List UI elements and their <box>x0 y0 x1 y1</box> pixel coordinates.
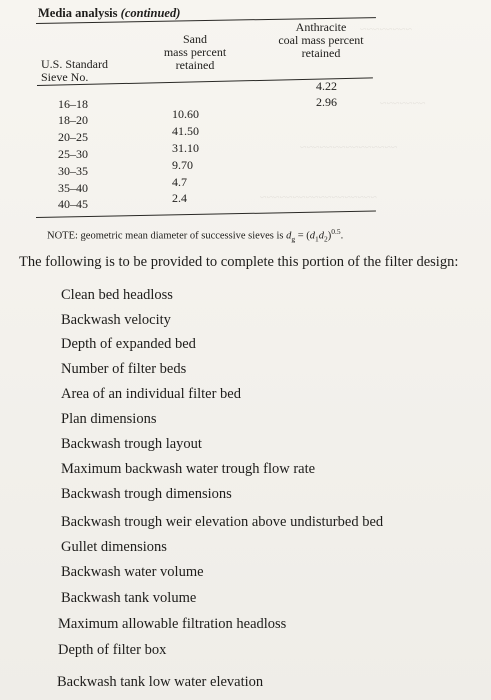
table-note <box>47 227 343 244</box>
header-sand-line-1: Sand <box>183 32 207 46</box>
note-formula-d1: d <box>309 230 316 242</box>
lead-sentence: The following is to be provided to complete this portion of the filter design: <box>19 254 459 270</box>
table-title-text: Media analysis <box>38 6 118 20</box>
note-formula-sub-g: g <box>291 234 296 244</box>
note-formula-equals: = ( <box>295 230 310 242</box>
list-item: Backwash tank volume <box>61 590 197 606</box>
row-2-sieve: 18–20 <box>58 113 88 127</box>
list-item: Clean bed headloss <box>61 287 173 303</box>
header-sieve <box>41 58 108 84</box>
header-sand <box>150 33 240 72</box>
row-1-coal: 4.22 <box>316 79 337 93</box>
note-formula-sub-1: 1 <box>315 234 319 244</box>
row-5-sand: 9.70 <box>172 158 193 172</box>
row-4-sand: 31.10 <box>172 141 199 155</box>
table-title <box>38 6 180 21</box>
row-5-sieve: 30–35 <box>58 164 88 178</box>
list-item: Gullet dimensions <box>61 539 167 555</box>
note-formula-end: . <box>340 230 344 242</box>
header-sand-line-3: retained <box>175 58 215 72</box>
table-bottom-rule <box>36 210 376 218</box>
list-item: Backwash tank low water elevation <box>57 674 264 690</box>
bleed-through: ~~~~~~~~~~~~~~~ <box>300 140 398 154</box>
header-coal-line-3: retained <box>301 46 341 60</box>
row-2-sand: 10.60 <box>172 107 199 121</box>
row-3-sand: 41.50 <box>172 124 199 138</box>
list-item: Maximum backwash water trough flow rate <box>61 461 316 477</box>
note-formula-sub-2: 2 <box>324 234 328 244</box>
note-formula-d: d <box>286 230 292 242</box>
list-item: Area of an individual filter bed <box>61 386 241 402</box>
bleed-through: ~~~~~~~~ <box>360 22 412 36</box>
note-text: geometric mean diameter of successive sieves is <box>80 230 284 242</box>
row-1-sieve: 16–18 <box>58 97 88 111</box>
row-6-sieve: 35–40 <box>58 181 88 195</box>
row-7-sand: 2.4 <box>172 191 187 205</box>
list-item: Number of filter beds <box>61 361 187 377</box>
header-sand-line-2: mass percent <box>163 45 227 59</box>
row-4-sieve: 25–30 <box>58 147 88 161</box>
header-coal-line-2: coal mass percent <box>278 33 364 47</box>
list-item: Backwash trough dimensions <box>61 486 232 502</box>
list-item: Depth of expanded bed <box>61 336 196 352</box>
note-formula-close: ) <box>327 230 332 242</box>
table-title-continued: (continued) <box>120 6 181 20</box>
bleed-through: ~~~~~~~ <box>380 96 426 110</box>
list-item: Maximum allowable filtration headloss <box>58 616 287 632</box>
header-coal-line-1: Anthracite <box>295 20 347 34</box>
row-7-sieve: 40–45 <box>58 197 88 211</box>
header-sieve-line-1: U.S. Standard <box>41 57 108 71</box>
row-6-sand: 4.7 <box>172 175 187 189</box>
row-3-sieve: 20–25 <box>58 130 88 144</box>
list-item: Depth of filter box <box>58 642 167 658</box>
list-item: Backwash velocity <box>61 312 171 328</box>
note-label: NOTE: <box>47 230 78 242</box>
list-item: Plan dimensions <box>61 411 157 427</box>
list-item: Backwash trough weir elevation above undisturbed bed <box>61 514 384 530</box>
bleed-through: ~~~~~~~~~~~~~~~~~~ <box>260 190 377 204</box>
list-item: Backwash trough layout <box>61 436 202 452</box>
header-sieve-line-2: Sieve No. <box>41 70 89 84</box>
row-2-coal: 2.96 <box>316 95 337 109</box>
note-formula-d2: d <box>318 230 325 242</box>
header-coal <box>262 21 380 60</box>
note-formula-exponent: 0.5 <box>331 227 341 236</box>
list-item: Backwash water volume <box>61 564 204 580</box>
